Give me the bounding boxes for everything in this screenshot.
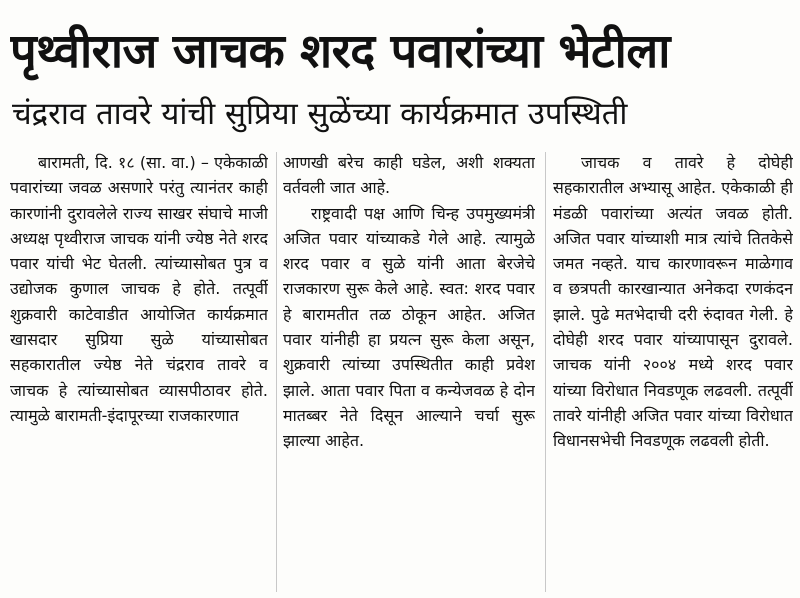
- article-column-1: [10, 150, 268, 590]
- headline: पृथ्वीराज जाचक शरद पवारांच्या भेटीला: [10, 24, 670, 79]
- article-column-2: [283, 150, 535, 590]
- subheadline: चंद्रराव तावरे यांची सुप्रिया सुळेंच्या कार्यक्रमात उपस्थिती: [12, 96, 628, 132]
- column-1-paragraph-1: बारामती, दि. १८ (सा. वा.) – एकेकाळी पवारांच्या जवळ असणारे परंतु त्यानंतर काही कारणांनी दुरावलेले राज्य साखर संघाचे माजी अध्यक्ष पृथ्वीराज जाचक यांनी ज्येष्ठ नेते शरद पवार यांची भेट घेतली. त्यांच्यासोबत पुत्र व उद्योजक कुणाल जाचक हे होते. तत्पूर्वी शुक्रवारी काटेवाडीत आयोजित कार्यक्रमात खासदार सुप्रिया सुळे यांच्यासोबत सहकारातील ज्येष्ठ नेते चंद्रराव तावरे व जाचक हे त्यांच्यासोबत व्यासपीठावर होते. त्यामुळे बारामती-इंदापूरच्या राजकारणात: [10, 153, 268, 425]
- column-divider-2: [545, 152, 546, 592]
- article-column-3: [553, 150, 793, 590]
- column-divider-1: [276, 152, 277, 592]
- column-2-paragraph-2: राष्ट्रवादी पक्ष आणि चिन्ह उपमुख्यमंत्री अजित पवार यांच्याकडे गेले आहे. त्यामुळे शरद पवार व सुळे यांनी आता बेरजेचे राजकारण सुरू केले आहे. स्वत: शरद पवार हे बारामतीत तळ ठोकून आहेत. अजित पवार यांनीही हा प्रयत्न सुरू केला असून, शुक्रवारी त्यांच्या उपस्थितीत काही प्रवेश झाले. आता पवार पिता व कन्येजवळ हे दोन मातब्बर नेते दिसून आल्याने चर्चा सुरू झाल्या आहेत.: [283, 203, 535, 451]
- column-2-paragraph-1: आणखी बरेच काही घडेल, अशी शक्यता वर्तवली जात आहे.: [283, 153, 535, 198]
- column-3-paragraph-1: जाचक व तावरे हे दोघेही सहकारातील अभ्यासू आहेत. एकेकाळी ही मंडळी पवारांच्या अत्यंत जवळ होती. अजित पवार यांच्याशी मात्र त्यांचे तितकेसे जमत नव्हते. याच कारणावरून माळेगाव व छत्रपती कारखान्यात अनेकदा रणकंदन झाले. पुढे मतभेदाची दरी रुंदावत गेली. हे दोघेही शरद पवार यांच्यापासून दुरावले. जाचक यांनी २००४ मध्ये शरद पवार यांच्या विरोधात निवडणूक लढवली. तत्पूर्वी तावरे यांनीही अजित पवार यांच्या विरोधात विधानसभेची निवडणूक लढवली होती.: [553, 153, 793, 451]
